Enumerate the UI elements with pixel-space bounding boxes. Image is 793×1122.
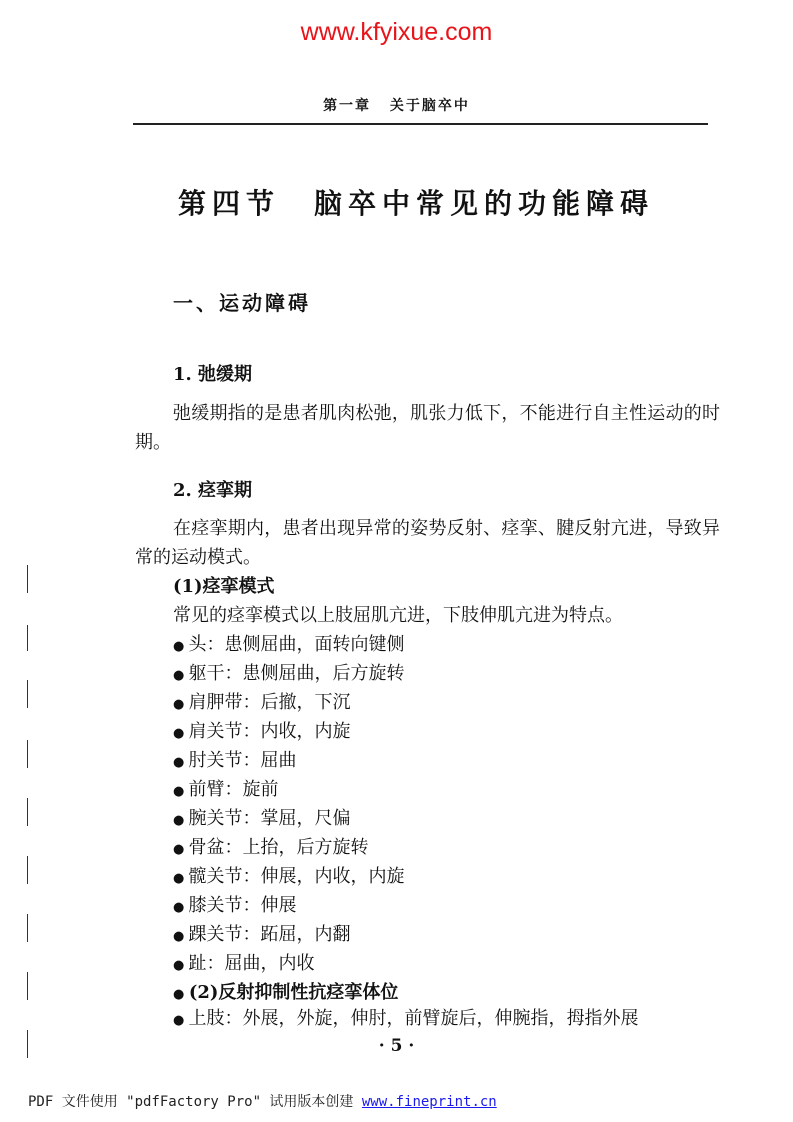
- list-item: ● 趾：屈曲，内收: [173, 949, 314, 980]
- list-item: ● 头：患侧屈曲，面转向键侧: [173, 630, 404, 661]
- scan-mark: [27, 740, 28, 768]
- footer-link[interactable]: www.fineprint.cn: [361, 1094, 497, 1110]
- scan-mark: [27, 914, 28, 942]
- list-item: ● 肘关节：屈曲: [173, 746, 296, 777]
- list-item: ● 骨盆：上抬，后方旋转: [173, 833, 368, 864]
- running-head: 第一章 关于脑卒中: [323, 98, 470, 114]
- scan-mark: [27, 625, 28, 651]
- list-item: ● 髋关节：伸展，内收，内旋: [173, 862, 404, 893]
- scan-mark: [27, 972, 28, 1000]
- header-rule: [133, 123, 708, 125]
- footer-text: PDF 文件使用 "pdfFactory Pro" 试用版本创建: [28, 1094, 362, 1110]
- pattern-title: (1)痉挛模式: [173, 576, 275, 597]
- pdf-footer: [28, 1091, 497, 1111]
- subheading-flaccid: 1. 弛缓期: [173, 364, 253, 385]
- paragraph-spastic: 在痉挛期内，患者出现异常的姿势反射、痉挛、腱反射亢进，导致异常的运动模式。: [135, 518, 720, 568]
- list-item: ● 肩关节：内收，内旋: [173, 717, 350, 748]
- list-item: ● 膝关节：伸展: [173, 891, 296, 922]
- list-item: ● 躯干：患侧屈曲，后方旋转: [173, 659, 404, 690]
- list-item: ● 前臂：旋前: [173, 775, 278, 806]
- pattern-intro: 常见的痉挛模式以上肢屈肌亢进，下肢伸肌亢进为特点。: [173, 605, 623, 626]
- paragraph-flaccid: 弛缓期指的是患者肌肉松弛，肌张力低下，不能进行自主性运动的时期。: [135, 403, 720, 453]
- heading-motor-disorder: 一、运动障碍: [173, 291, 311, 315]
- subheading-spastic: 2. 痉挛期: [173, 480, 253, 501]
- list-item: ● 肩胛带：后撤，下沉: [173, 688, 350, 719]
- watermark-url: www.kfyixue.com: [300, 18, 493, 46]
- anti-spastic-title: ● (2)反射抑制性抗痉挛体位: [173, 978, 398, 1009]
- scan-mark: [27, 1030, 28, 1058]
- scan-mark: [27, 856, 28, 884]
- scan-mark: [27, 798, 28, 826]
- list-item: ● 上肢：外展，外旋，伸肘，前臂旋后，伸腕指，拇指外展: [173, 1004, 638, 1035]
- list-item: ● 踝关节：跖屈，内翻: [173, 920, 350, 951]
- scan-mark: [27, 680, 28, 708]
- page-number: · 5 ·: [378, 1036, 415, 1056]
- section-title: 第四节 脑卒中常见的功能障碍: [178, 187, 655, 220]
- list-item: ● 腕关节：掌屈，尺偏: [173, 804, 350, 835]
- scan-mark: [27, 565, 28, 593]
